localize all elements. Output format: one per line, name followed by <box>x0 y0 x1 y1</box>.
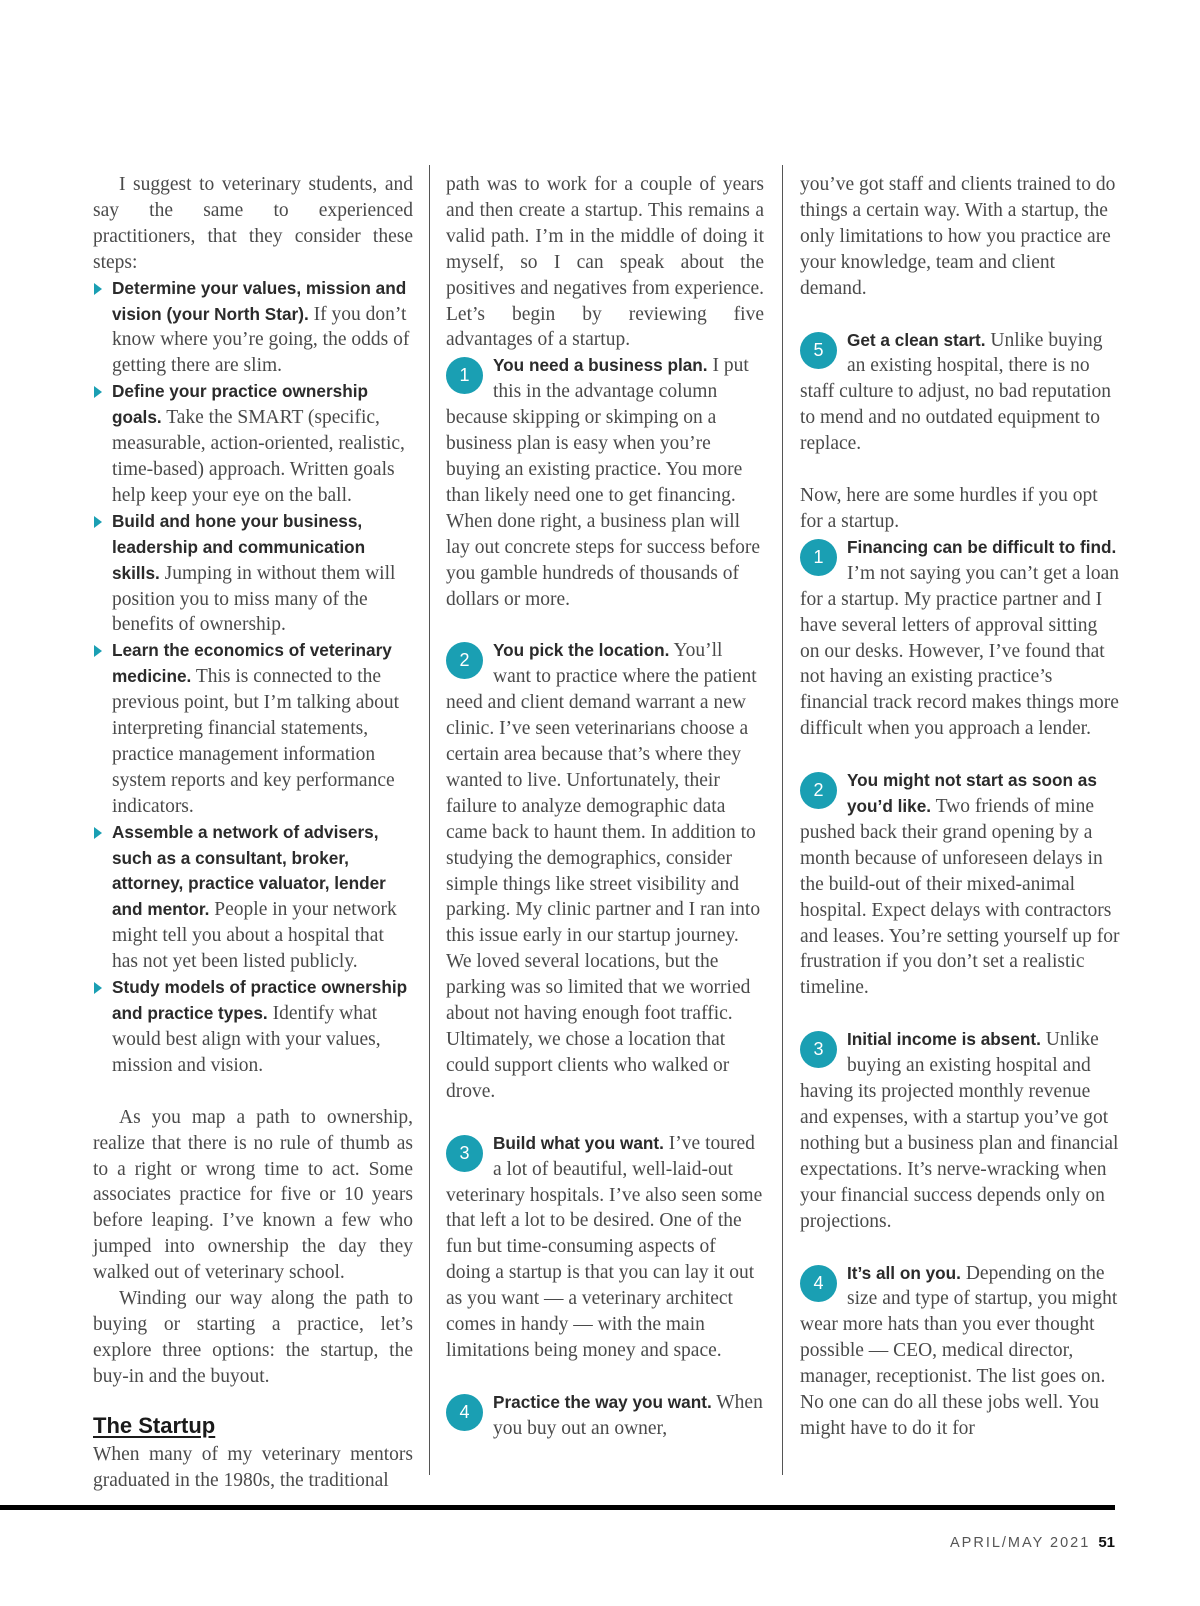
list-item <box>93 276 413 380</box>
triangle-bullet-icon <box>94 386 102 398</box>
number-badge: 5 <box>800 332 837 369</box>
item-text: When you buy out an owner, <box>493 1391 763 1439</box>
intro-paragraph: I suggest to veterinary students, and say the same to experienced practitioners, that they consider these steps: <box>93 174 413 273</box>
column-divider <box>782 165 783 1475</box>
list-item <box>93 509 413 639</box>
numbered-item <box>446 638 764 1104</box>
column-1 <box>93 172 413 1494</box>
item-title: You pick the location. <box>493 640 670 661</box>
item-text: Unlike buying an existing hospital, there is no staff culture to adjust, no bad reputation to mend and no outdated equipment to replace. <box>800 329 1112 455</box>
triangle-bullet-icon <box>94 982 102 994</box>
item-title: Financing can be difficult to find. <box>847 536 1117 557</box>
column-divider <box>429 165 430 1475</box>
footer-rule <box>0 1505 1115 1510</box>
numbered-item <box>800 1261 1120 1442</box>
number-badge: 3 <box>446 1135 483 1172</box>
item-title: You need a business plan. <box>493 355 708 376</box>
item-text: I’m not saying you can’t get a loan for a startup. My practice partner and I have several letters of approval sitting on our desks. However, I’ve found that not having an existing practice’s financial track record makes things more difficult when you approach a lender. <box>800 562 1120 740</box>
item-text: I’ve toured a lot of beautiful, well-laid-out veterinary hospitals. I’ve also seen some that left a lot to be desired. One of the fun but time-consuming aspects of doing a startup is that you can lay it out as you want — a veterinary architect comes in handy — with the main limitations being money and space. <box>446 1132 763 1361</box>
step-title: Determine your values, mission and vision (your North Star). <box>112 277 407 324</box>
number-badge: 1 <box>800 539 837 576</box>
body-paragraph: Winding our way along the path to buying or starting a practice, let’s explore three options: the startup, the buy-in and the buyout. <box>93 1288 413 1387</box>
step-text: This is connected to the previous point, but I’m talking about interpreting financial statements, practice management information system reports and key performance indicators. <box>112 666 400 817</box>
step-text: Identify what would best align with your values, mission and vision. <box>112 1003 381 1076</box>
item-title: You might not start as soon as you’d like. <box>847 770 1097 817</box>
step-title: Build and hone your business, leadership and communication skills. <box>112 510 366 583</box>
numbered-item <box>446 1390 764 1442</box>
triangle-bullet-icon <box>94 827 102 839</box>
step-title: Define your practice ownership goals. <box>112 381 368 428</box>
intro-paragraph: you’ve got staff and clients trained to do things a certain way. With a startup, the only limitations to how you practice are your knowledge, team and client demand. <box>800 174 1116 299</box>
step-title: Assemble a network of advisers, such as a consultant, broker, attorney, practice valuator, lender and mentor. <box>112 821 386 920</box>
number-badge: 2 <box>446 642 483 679</box>
steps-list <box>93 276 413 1079</box>
step-text: Take the SMART (specific, measurable, action-oriented, realistic, time-based) approach. Written goals help keep your eye on the ball. <box>112 407 405 506</box>
body-paragraph: As you map a path to ownership, realize that there is no rule of thumb as to a right or wrong time to act. Some associates practice for five or 10 years before leaping. I’ve known a few who jumped into ownership the day they walked out of veterinary school. <box>93 1106 413 1284</box>
numbered-item <box>800 1027 1120 1234</box>
item-title: Initial income is absent. <box>847 1029 1041 1050</box>
numbered-item <box>446 1131 764 1364</box>
page-footer <box>950 1534 1115 1551</box>
item-text: You’ll want to practice where the patient need and client demand warrant a new clinic. I’ve seen veterinarians choose a certain area because that’s where they wanted to live. Unfortunately, their failure to analyze demographic data came back to haunt them. In addition to studying the demographics, consider simple things like street visibility and parking. My clinic partner and I ran into this issue early in our startup journey. We loved several locations, but the parking was so limited that we worried about not having enough foot traffic. Ultimately, we chose a location that could support clients who walked or drove. <box>446 640 761 1102</box>
section-heading: The Startup <box>93 1412 216 1438</box>
number-badge: 4 <box>446 1394 483 1431</box>
step-text: If you don’t know where you’re going, the odds of getting there are slim. <box>112 303 410 377</box>
item-text: I put this in the advantage column because skipping or skimping on a business plan is easy when you’re buying an existing practice. You more than likely need one to get financing. When done right, a business plan will lay out concrete steps for success before you gamble hundreds of thousands of dollars or more. <box>446 355 761 610</box>
number-badge: 1 <box>446 357 483 394</box>
triangle-bullet-icon <box>94 283 102 295</box>
issue-date: APRIL/MAY 2021 <box>950 1535 1091 1551</box>
triangle-bullet-icon <box>94 645 102 657</box>
number-badge: 2 <box>800 772 837 809</box>
item-text: Unlike buying an existing hospital and having its projected monthly revenue and expenses, with a startup you’ve got nothing but a business plan and financial expectations. It’s nerve-wracking when your financial success depends only on projections. <box>800 1029 1119 1232</box>
step-title: Learn the economics of veterinary medicine. <box>112 640 392 687</box>
numbered-item <box>446 353 764 612</box>
list-item <box>93 638 413 819</box>
number-badge: 4 <box>800 1265 837 1302</box>
number-badge: 3 <box>800 1031 837 1068</box>
column-2 <box>446 172 764 1442</box>
step-title: Study models of practice ownership and practice types. <box>112 977 408 1023</box>
intro-paragraph: path was to work for a couple of years and then create a startup. This remains a valid path. I’m in the middle of doing it myself, so I can speak about the positives and negatives from experience. Let’s begin by reviewing five advantages of a startup. <box>446 174 764 351</box>
item-title: Practice the way you want. <box>493 1391 712 1412</box>
list-item <box>93 975 413 1079</box>
numbered-item <box>800 535 1120 742</box>
step-text: People in your network might tell you about a hospital that has not yet been listed publicly. <box>112 899 397 973</box>
page-number: 51 <box>1098 1534 1115 1551</box>
triangle-bullet-icon <box>94 516 102 528</box>
item-text: Two friends of mine pushed back their grand opening by a month because of unforeseen delays in the build-out of their mixed-animal hospital. Expect delays with contractors and leases. You’re setting yourself up for frustration if you don’t set a realistic timeline. <box>800 796 1120 999</box>
item-title: Get a clean start. <box>847 329 986 350</box>
body-paragraph: Now, here are some hurdles if you opt for a startup. <box>800 485 1098 532</box>
step-text: Jumping in without them will position you to miss many of the benefits of ownership. <box>112 562 396 636</box>
numbered-item <box>800 328 1120 458</box>
item-text: Depending on the size and type of startup, you might wear more hats than you ever thought possible — CEO, medical director, manager, receptionist. The list goes on. No one can do all these jobs well. You might have to do it for <box>800 1262 1118 1439</box>
column-3 <box>800 172 1120 1442</box>
list-item <box>93 379 413 509</box>
list-item <box>93 820 413 975</box>
item-title: Build what you want. <box>493 1132 664 1153</box>
item-title: It’s all on you. <box>847 1262 961 1283</box>
numbered-item <box>800 768 1120 1001</box>
body-paragraph: When many of my veterinary mentors graduated in the 1980s, the traditional <box>93 1443 413 1491</box>
